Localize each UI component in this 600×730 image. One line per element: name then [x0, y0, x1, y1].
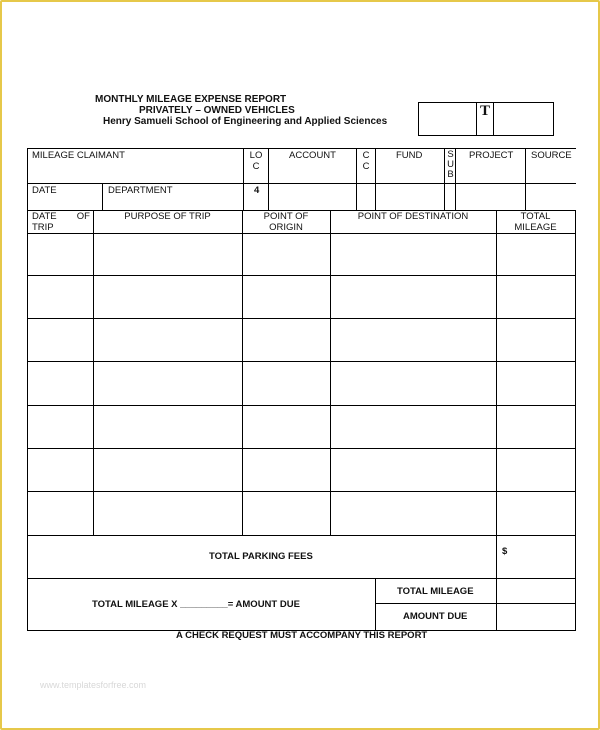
grid-line [27, 233, 576, 234]
col-purpose: PURPOSE OF TRIP [124, 211, 211, 222]
col-destination: POINT OF DESTINATION [357, 211, 469, 222]
grid-line [27, 578, 576, 579]
project-label: PROJECT [469, 150, 514, 161]
department-label: DEPARTMENT [108, 185, 173, 196]
grid-line [102, 183, 103, 210]
grid-line [27, 491, 576, 492]
total-parking-fees-label: TOTAL PARKING FEES [209, 551, 313, 562]
grid-line [27, 448, 576, 449]
loc-label: LO C [249, 150, 263, 172]
grid-line [27, 183, 576, 184]
col-total-mileage: TOTAL MILEAGE [514, 211, 557, 233]
dollar-sign: $ [502, 546, 508, 557]
watermark: www.templatesforfree.com [40, 680, 147, 690]
fund-label: FUND [396, 150, 423, 161]
grid-line [27, 210, 28, 630]
grid-line [525, 148, 526, 210]
mileage-formula: TOTAL MILEAGE X _________= AMOUNT DUE [92, 599, 300, 610]
grid-line [27, 361, 576, 362]
mileage-claimant-label: MILEAGE CLAIMANT [32, 150, 125, 161]
grid-line [27, 318, 576, 319]
grid-line [27, 148, 28, 210]
t-box [418, 102, 554, 136]
grid-line [27, 275, 576, 276]
t-box-divider [476, 103, 477, 135]
grid-line [243, 148, 244, 210]
grid-line [242, 210, 243, 535]
t-box-char: T [480, 103, 491, 119]
grid-line [375, 578, 376, 630]
report-subtitle: PRIVATELY – OWNED VEHICLES [139, 105, 295, 116]
account-label: ACCOUNT [289, 150, 336, 161]
date-label: DATE [32, 185, 57, 196]
school-name: Henry Samueli School of Engineering and Applied Sciences [103, 116, 388, 127]
grid-line [330, 210, 331, 535]
grid-line [27, 535, 576, 536]
grid-line [268, 148, 269, 210]
grid-line [375, 148, 376, 210]
grid-line [27, 405, 576, 406]
grid-line [93, 210, 94, 535]
col-origin: POINT OF ORIGIN [263, 211, 309, 233]
grid-line [496, 578, 497, 630]
footer-note: A CHECK REQUEST MUST ACCOMPANY THIS REPORT [176, 630, 428, 641]
cc-label: C C [362, 150, 370, 172]
sub-label: S U B [447, 149, 454, 180]
grid-line [356, 148, 357, 210]
grid-line [496, 210, 497, 578]
amount-due-label: AMOUNT DUE [403, 611, 468, 622]
grid-line [375, 603, 576, 604]
col-date-of-trip: DATE OF TRIP [32, 211, 90, 233]
t-box-divider [493, 103, 494, 135]
total-mileage-label: TOTAL MILEAGE [397, 586, 474, 597]
report-title: MONTHLY MILEAGE EXPENSE REPORT [95, 94, 287, 105]
grid-line [27, 148, 576, 149]
loc-value: 4 [254, 185, 260, 196]
source-label: SOURCE [531, 150, 572, 161]
grid-line [575, 210, 576, 630]
